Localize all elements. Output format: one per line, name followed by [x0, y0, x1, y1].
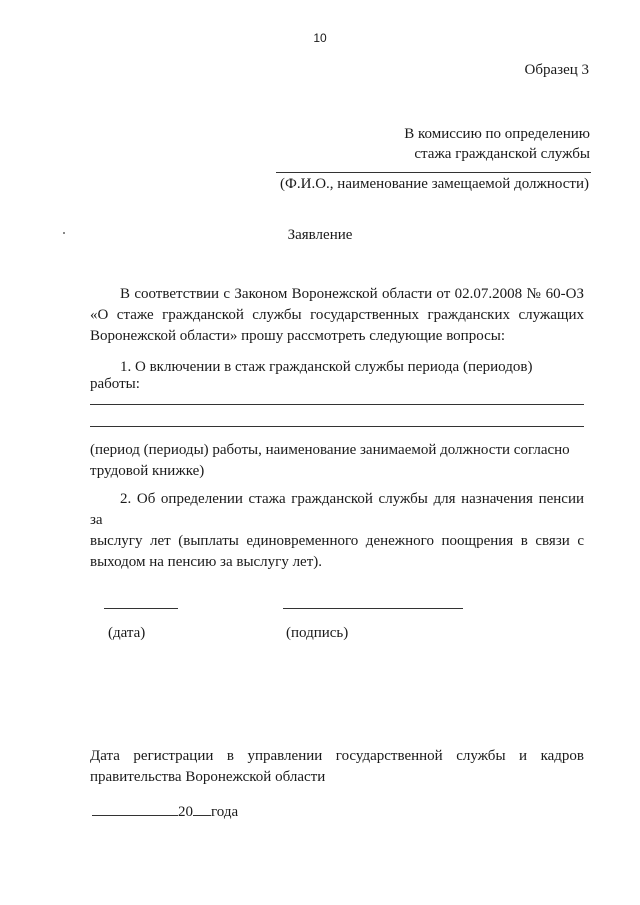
sample-label: Образец 3 — [524, 62, 589, 78]
period-caption-line-2: трудовой книжке) — [90, 463, 205, 479]
intro-line-3: Воронежской области» прошу рассмотреть следующие вопросы: — [90, 328, 505, 344]
scan-speck — [63, 232, 65, 234]
registration-year-prefix: 20 — [178, 804, 193, 820]
intro-line-2: «О стаже гражданской службы государственных гражданских служащих — [90, 307, 584, 323]
fio-caption: (Ф.И.О., наименование замещаемой должности) — [280, 176, 589, 192]
signature-caption: (подпись) — [286, 625, 349, 641]
item-2-line-2: выслугу лет (выплаты единовременного денежного поощрения в связи с — [90, 533, 584, 549]
period-field-line-2[interactable] — [90, 426, 584, 427]
addressee-line-2: стажа гражданской службы — [414, 146, 590, 162]
intro-line-1: В соответствии с Законом Воронежской области от 02.07.2008 № 60-ОЗ — [120, 286, 584, 302]
item-2 — [90, 489, 584, 573]
registration-line-2: правительства Воронежской области — [90, 769, 326, 785]
registration-text — [90, 746, 584, 788]
addressee-line-1: В комиссию по определению — [404, 126, 590, 142]
period-caption-line-1: (период (периоды) работы, наименование занимаемой должности согласно — [90, 442, 570, 458]
period-field-line-1[interactable] — [90, 404, 584, 405]
signature-field-line[interactable] — [283, 608, 463, 609]
item-2-line-1: 2. Об определении стажа гражданской службы для назначения пенсии за — [90, 491, 584, 528]
registration-date — [92, 801, 238, 821]
registration-year-field[interactable] — [193, 801, 211, 816]
intro-paragraph — [90, 284, 584, 347]
date-field-line[interactable] — [104, 608, 178, 609]
period-caption — [90, 440, 584, 482]
fio-field-line[interactable] — [276, 172, 591, 173]
item-1: 1. О включении в стаж гражданской службы периода (периодов) работы: — [90, 359, 533, 392]
item-2-line-3: выходом на пенсию за выслугу лет). — [90, 554, 323, 570]
registration-day-month-field[interactable] — [92, 801, 178, 816]
date-caption: (дата) — [108, 625, 146, 641]
registration-line-1: Дата регистрации в управлении государственной службы и кадров — [90, 748, 584, 764]
registration-year-suffix: года — [211, 804, 239, 820]
addressee-block — [404, 124, 590, 164]
document-title: Заявление — [287, 227, 353, 243]
page-number: 10 — [313, 31, 327, 45]
